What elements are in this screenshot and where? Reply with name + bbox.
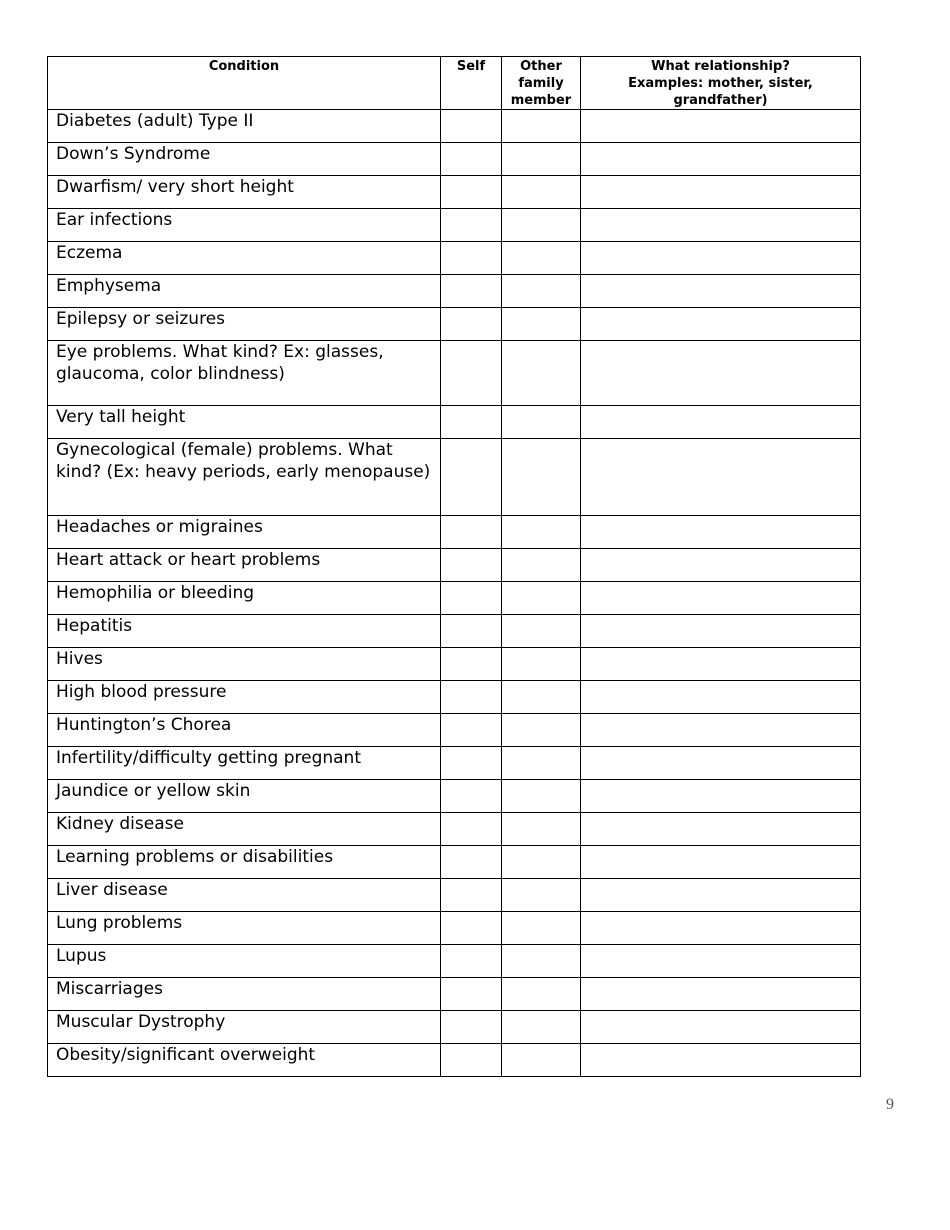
self-cell[interactable] (441, 1044, 502, 1077)
table-row (48, 879, 861, 912)
condition-cell: Eye problems. What kind? Ex: glasses, glaucoma, color blindness) (48, 341, 441, 406)
self-cell[interactable] (441, 439, 502, 516)
condition-cell: Lupus (48, 945, 441, 978)
relationship-cell[interactable] (581, 1011, 861, 1044)
other-family-cell[interactable] (502, 143, 581, 176)
table-row (48, 308, 861, 341)
other-family-cell[interactable] (502, 209, 581, 242)
header-condition: Condition (48, 57, 441, 110)
other-family-cell[interactable] (502, 176, 581, 209)
header-relationship (581, 57, 861, 110)
self-cell[interactable] (441, 582, 502, 615)
self-cell[interactable] (441, 846, 502, 879)
relationship-cell[interactable] (581, 308, 861, 341)
relationship-cell[interactable] (581, 176, 861, 209)
other-family-cell[interactable] (502, 615, 581, 648)
relationship-cell[interactable] (581, 780, 861, 813)
condition-cell: Lung problems (48, 912, 441, 945)
self-cell[interactable] (441, 945, 502, 978)
other-family-cell[interactable] (502, 275, 581, 308)
condition-cell: Hepatitis (48, 615, 441, 648)
relationship-cell[interactable] (581, 714, 861, 747)
table-row (48, 275, 861, 308)
condition-cell: Ear infections (48, 209, 441, 242)
table-row (48, 648, 861, 681)
condition-cell: Down’s Syndrome (48, 143, 441, 176)
condition-cell: Hemophilia or bleeding (48, 582, 441, 615)
table-row (48, 780, 861, 813)
other-family-cell[interactable] (502, 1044, 581, 1077)
self-cell[interactable] (441, 1011, 502, 1044)
table-row (48, 912, 861, 945)
relationship-cell[interactable] (581, 209, 861, 242)
condition-cell: Infertility/difficulty getting pregnant (48, 747, 441, 780)
condition-cell: Jaundice or yellow skin (48, 780, 441, 813)
relationship-cell[interactable] (581, 549, 861, 582)
condition-cell: Liver disease (48, 879, 441, 912)
self-cell[interactable] (441, 780, 502, 813)
table-body (48, 110, 861, 1077)
header-relationship-title: What relationship? (651, 59, 790, 74)
self-cell[interactable] (441, 275, 502, 308)
other-family-cell[interactable] (502, 846, 581, 879)
other-family-cell[interactable] (502, 242, 581, 275)
relationship-cell[interactable] (581, 439, 861, 516)
table-row (48, 813, 861, 846)
other-family-cell[interactable] (502, 341, 581, 406)
page-number: 9 (886, 1096, 894, 1113)
relationship-cell[interactable] (581, 912, 861, 945)
table-row (48, 582, 861, 615)
relationship-cell[interactable] (581, 110, 861, 143)
table-row (48, 341, 861, 406)
self-cell[interactable] (441, 681, 502, 714)
other-family-cell[interactable] (502, 714, 581, 747)
condition-cell: Learning problems or disabilities (48, 846, 441, 879)
table-row (48, 516, 861, 549)
condition-cell: Heart attack or heart problems (48, 549, 441, 582)
other-family-cell[interactable] (502, 549, 581, 582)
table-row (48, 176, 861, 209)
table-row (48, 549, 861, 582)
self-cell[interactable] (441, 341, 502, 406)
table-row (48, 143, 861, 176)
other-family-cell[interactable] (502, 945, 581, 978)
other-family-cell[interactable] (502, 879, 581, 912)
condition-cell: Gynecological (female) problems. What kind? (Ex: heavy periods, early menopause) (48, 439, 441, 516)
other-family-cell[interactable] (502, 912, 581, 945)
table-row (48, 615, 861, 648)
self-cell[interactable] (441, 978, 502, 1011)
condition-cell: Emphysema (48, 275, 441, 308)
self-cell[interactable] (441, 615, 502, 648)
other-family-cell[interactable] (502, 747, 581, 780)
relationship-cell[interactable] (581, 945, 861, 978)
self-cell[interactable] (441, 549, 502, 582)
other-family-cell[interactable] (502, 978, 581, 1011)
table-row (48, 209, 861, 242)
relationship-cell[interactable] (581, 516, 861, 549)
relationship-cell[interactable] (581, 242, 861, 275)
other-family-cell[interactable] (502, 813, 581, 846)
other-family-cell[interactable] (502, 439, 581, 516)
table-row (48, 681, 861, 714)
relationship-cell[interactable] (581, 879, 861, 912)
table-row (48, 978, 861, 1011)
self-cell[interactable] (441, 242, 502, 275)
self-cell[interactable] (441, 143, 502, 176)
condition-cell: Kidney disease (48, 813, 441, 846)
relationship-cell[interactable] (581, 582, 861, 615)
table-row (48, 1011, 861, 1044)
other-family-cell[interactable] (502, 406, 581, 439)
self-cell[interactable] (441, 209, 502, 242)
condition-cell: Very tall height (48, 406, 441, 439)
relationship-cell[interactable] (581, 341, 861, 406)
self-cell[interactable] (441, 110, 502, 143)
other-family-cell[interactable] (502, 582, 581, 615)
self-cell[interactable] (441, 813, 502, 846)
condition-cell: Dwarfism/ very short height (48, 176, 441, 209)
self-cell[interactable] (441, 648, 502, 681)
self-cell[interactable] (441, 912, 502, 945)
self-cell[interactable] (441, 406, 502, 439)
relationship-cell[interactable] (581, 1044, 861, 1077)
self-cell[interactable] (441, 714, 502, 747)
condition-cell: Eczema (48, 242, 441, 275)
condition-cell: Muscular Dystrophy (48, 1011, 441, 1044)
relationship-cell[interactable] (581, 978, 861, 1011)
other-family-cell[interactable] (502, 110, 581, 143)
condition-cell: Obesity/significant overweight (48, 1044, 441, 1077)
table-row (48, 242, 861, 275)
table-row (48, 439, 861, 516)
condition-cell: Diabetes (adult) Type II (48, 110, 441, 143)
table-row (48, 1044, 861, 1077)
self-cell[interactable] (441, 308, 502, 341)
table-header-row (48, 57, 861, 110)
condition-cell: Miscarriages (48, 978, 441, 1011)
table-row (48, 846, 861, 879)
other-family-cell[interactable] (502, 1011, 581, 1044)
relationship-cell[interactable] (581, 747, 861, 780)
condition-cell: Huntington’s Chorea (48, 714, 441, 747)
header-relationship-examples: Examples: mother, sister, grandfather) (628, 76, 813, 108)
condition-cell: Headaches or migraines (48, 516, 441, 549)
self-cell[interactable] (441, 176, 502, 209)
other-family-cell[interactable] (502, 308, 581, 341)
relationship-cell[interactable] (581, 648, 861, 681)
self-cell[interactable] (441, 747, 502, 780)
condition-cell: Epilepsy or seizures (48, 308, 441, 341)
relationship-cell[interactable] (581, 846, 861, 879)
other-family-cell[interactable] (502, 648, 581, 681)
table-row (48, 110, 861, 143)
header-other-family-member-text: Other family member (510, 59, 572, 108)
relationship-cell[interactable] (581, 406, 861, 439)
relationship-cell[interactable] (581, 143, 861, 176)
self-cell[interactable] (441, 516, 502, 549)
table-row (48, 945, 861, 978)
other-family-cell[interactable] (502, 681, 581, 714)
header-self: Self (441, 57, 502, 110)
relationship-cell[interactable] (581, 275, 861, 308)
other-family-cell[interactable] (502, 780, 581, 813)
self-cell[interactable] (441, 879, 502, 912)
other-family-cell[interactable] (502, 516, 581, 549)
relationship-cell[interactable] (581, 615, 861, 648)
table-row (48, 406, 861, 439)
table-row (48, 714, 861, 747)
table-row (48, 747, 861, 780)
relationship-cell[interactable] (581, 681, 861, 714)
header-other-family-member (502, 57, 581, 110)
relationship-cell[interactable] (581, 813, 861, 846)
family-history-table (47, 56, 861, 1077)
condition-cell: Hives (48, 648, 441, 681)
condition-cell: High blood pressure (48, 681, 441, 714)
